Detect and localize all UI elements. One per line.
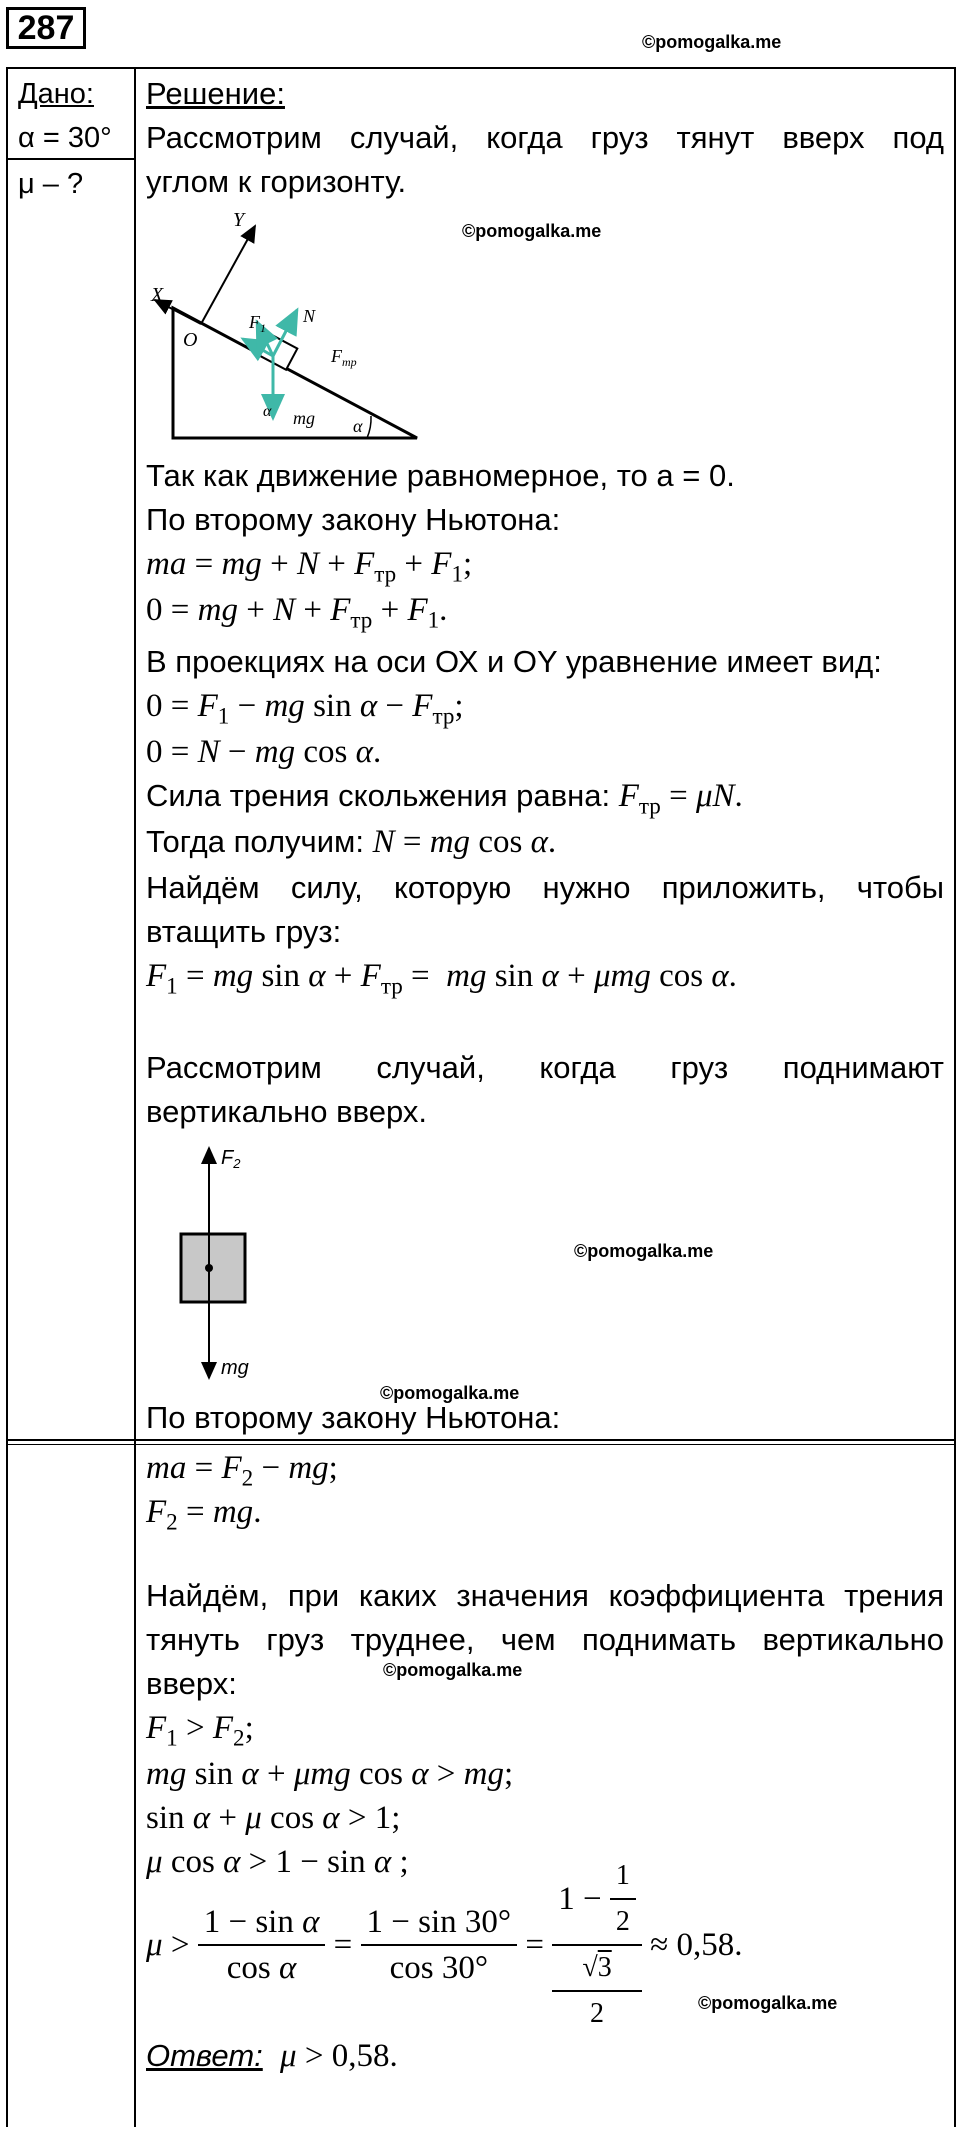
y-label: Y — [233, 209, 245, 231]
equation-2: 0 = mg + $N + F_{тр} + F_1$. — [146, 592, 448, 633]
inequality-3: sin α + μ cos α > 1; — [146, 1800, 401, 1836]
case2-intro-line2: вертикально вверх. — [146, 1094, 427, 1129]
find-force-line1: Найдём силу, которую нужно приложить, чтобы — [146, 870, 944, 905]
table-border-right — [954, 67, 956, 2127]
mg-label: mg — [221, 1357, 249, 1379]
then-text: Тогда получим: N = mg cos α. — [146, 824, 557, 860]
watermark: ©pomogalka.me — [380, 1383, 520, 1403]
ftr-label: $F_{тр}$ — [331, 346, 357, 369]
equation-5: $F_1$ = mg $\sin \alpha + F_{тр}$ = mg sin α + μmg cos α. — [146, 958, 737, 999]
equation-3: $0 = F_1$ − mg $\sin \alpha - F_{тр}$; — [146, 688, 464, 729]
f2-label: $F_2$ — [221, 1147, 241, 1171]
watermark: ©pomogalka.me — [574, 1241, 714, 1261]
n-label: N — [303, 306, 316, 326]
newton2b-text: По второму закону Ньютона: — [146, 1400, 561, 1435]
given-title: Дано: — [18, 78, 94, 110]
find-force-line2: втащить груз: — [146, 914, 342, 949]
equation-1: ma = mg + $N + F_{тр} + F_1$; — [146, 546, 473, 587]
case1-intro-line1: Рассмотрим случай, когда груз тянут вверх под — [146, 120, 944, 155]
table-border-top — [6, 67, 956, 69]
case1-intro-line2: углом к горизонту. — [146, 164, 407, 199]
given-alpha: α = 30° — [18, 122, 112, 154]
inequality-4: μ cos α > 1 − sin α ; — [146, 1844, 409, 1880]
equation-4: 0 = N − mg cos α. — [146, 734, 382, 770]
column-divider — [134, 67, 136, 2127]
alpha-label-block: α — [263, 403, 272, 420]
problem-number: 287 — [6, 7, 86, 49]
origin-label: O — [183, 329, 198, 351]
uniform-motion: Так как движение равномерное, то a = 0. — [146, 458, 735, 493]
answer: Ответ: μ > 0,58. — [146, 2038, 398, 2074]
final-expression: μ > $\frac{\text{1 − sin α}}{\text{cos α}}$ = $\frac{1 - \sin 30^\circ}{\cos 30^\circ}$ = 1 − $\frac{1}{2}$ √3 2 ≈ 0,58. — [146, 1880, 944, 2010]
find-mu: μ – ? — [18, 168, 84, 200]
case2-intro-line1: Рассмотрим случай, когда груз поднимают — [146, 1050, 944, 1085]
equation-7: $F_2$ = mg. — [146, 1494, 262, 1535]
solution-title: Решение: — [146, 76, 285, 111]
table-border-left — [6, 67, 8, 2127]
find-mu-line1: Найдём, при каких значения коэффициента трения — [146, 1578, 944, 1613]
find-mu-line2: тянуть груз труднее, чем поднимать вертикально — [146, 1622, 944, 1657]
watermark: ©pomogalka.me — [698, 1993, 838, 2013]
inequality-1: $F_1 > F_2$; — [146, 1710, 254, 1751]
projections-text: В проекциях на оси ОХ и OY уравнение имеет вид: — [146, 644, 882, 679]
equation-6: ma = $F_2$ − mg; — [146, 1450, 338, 1491]
watermark: ©pomogalka.me — [383, 1660, 523, 1680]
f1-label: $F_1$ — [249, 312, 266, 335]
incline-diagram — [145, 206, 435, 446]
find-mu-line3: вверх: — [146, 1666, 237, 1701]
page-break-line — [6, 1444, 956, 1445]
vertical-lift-diagram — [165, 1142, 285, 1386]
friction-text: Сила трения скольжения равна: $F_{тр} = \mu N$. — [146, 778, 743, 819]
watermark: ©pomogalka.me — [642, 32, 782, 52]
newton2-text: По второму закону Ньютона: — [146, 502, 561, 537]
y-axis — [201, 226, 255, 324]
watermark: ©pomogalka.me — [462, 221, 602, 241]
inequality-2: mg sin α + μmg cos α > mg; — [146, 1756, 514, 1792]
x-label: X — [151, 284, 164, 306]
mg-label: mg — [293, 408, 315, 428]
alpha-label-incline: α — [353, 416, 363, 436]
